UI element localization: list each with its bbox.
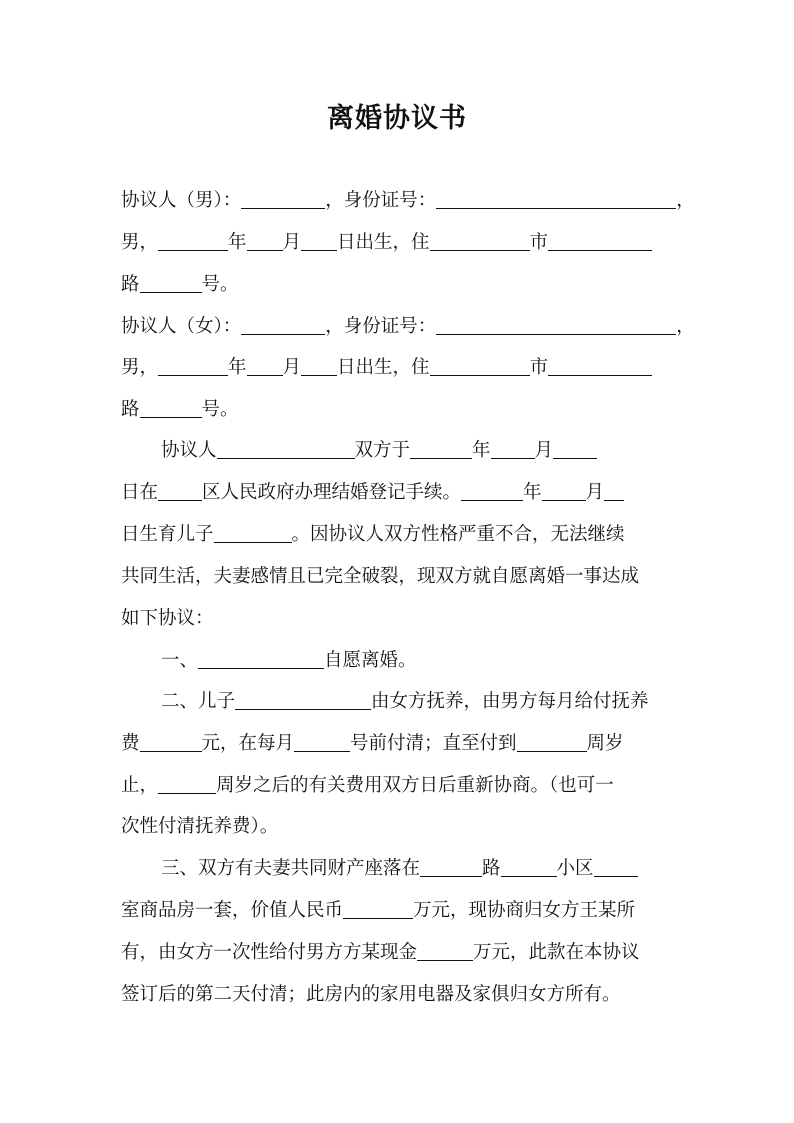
female-party-line-1: [121, 311, 695, 343]
document-title: 离婚协议书: [327, 103, 467, 134]
male-party-line-1: [121, 185, 695, 217]
born-reside-label: 日出生，住: [337, 232, 430, 253]
marriage-month-blank: [491, 436, 535, 459]
son-birth-year-blank: [461, 478, 523, 501]
year-label: 年: [523, 482, 542, 503]
male-party-label: 协议人（男）：: [121, 190, 242, 211]
compound-label: 小区: [556, 858, 594, 879]
male-gender: 男，: [121, 232, 159, 253]
property-value-blank: [343, 896, 413, 919]
son-birth-month-blank: [542, 478, 586, 501]
female-road-blank: [140, 395, 202, 418]
female-birth-month-blank: [247, 353, 283, 376]
clause-2-line-1: [161, 686, 649, 718]
cash-amount-blank: [417, 938, 473, 961]
female-line-end-comma: ，: [676, 316, 695, 337]
month-label: 月: [282, 357, 302, 378]
clause-text: 有，由女方一次性给付男方方某现金: [121, 942, 418, 963]
year-label: 年: [472, 440, 491, 461]
number-label: 号。: [201, 399, 239, 420]
female-id-blank: [436, 312, 676, 335]
intro-line-3: [121, 519, 625, 551]
clause-1: [161, 645, 417, 677]
female-name-blank: [241, 312, 325, 335]
clause-text: 由女方抚养，由男方每月给付抚养: [371, 691, 649, 712]
clause-text: 号前付清；直至付到: [350, 733, 517, 754]
property-road-blank: [420, 854, 482, 877]
property-compound-blank: [501, 854, 557, 877]
female-district-blank: [548, 353, 652, 376]
intro-text: 日生育儿子: [121, 524, 214, 545]
clause-number: 一、: [161, 650, 199, 671]
male-id-label: ，身份证号：: [325, 190, 437, 211]
clause-text: 周岁: [586, 733, 624, 754]
road-label: 路: [121, 274, 140, 295]
marriage-district-blank: [158, 478, 202, 501]
female-city-blank: [430, 353, 530, 376]
male-name-blank: [241, 186, 325, 209]
male-birth-month-blank: [247, 228, 283, 251]
intro-line-4: 共同生活，夫妻感情且已完全破裂，现双方就自愿离婚一事达成: [121, 566, 640, 587]
clause-text: 止，: [121, 775, 159, 796]
clause-text: 万元，此款在本协议: [473, 942, 640, 963]
clause-text: 元，在每月: [201, 733, 295, 754]
clause-text: 室商品房一套，价值人民币: [121, 900, 344, 921]
male-party-line-3: [121, 269, 239, 301]
son-name-blank-2: [235, 687, 371, 710]
female-birth-year-blank: [158, 353, 228, 376]
city-label: 市: [529, 232, 549, 253]
until-age-blank: [517, 729, 587, 752]
son-name-blank: [214, 520, 292, 543]
city-label: 市: [529, 357, 549, 378]
intro-text: 日在: [121, 482, 159, 503]
female-party-line-3: [121, 394, 239, 426]
clause-2-line-4: 次性付清抚养费）。: [121, 816, 279, 837]
male-party-line-2: [121, 227, 652, 259]
road-label: 路: [121, 399, 140, 420]
clause-3-line-2: [121, 895, 635, 927]
marriage-year-blank: [410, 436, 472, 459]
female-gender: 男，: [121, 357, 159, 378]
intro-text: 双方于: [354, 440, 411, 461]
intro-text: 。因协议人双方性格严重不合，无法继续: [291, 524, 625, 545]
clause-3-line-3: [121, 937, 640, 969]
male-road-blank: [140, 270, 202, 293]
payment-day-blank: [294, 729, 350, 752]
road-label: 路: [482, 858, 501, 879]
clause-text: 万元，现协商归女方王某所: [413, 900, 636, 921]
male-birth-day-blank: [301, 228, 337, 251]
intro-text: 协议人: [161, 440, 217, 461]
clause-text: 周岁之后的有关费用双方日后重新协商。（也可一: [216, 775, 614, 796]
month-label: 月: [282, 232, 302, 253]
year-label: 年: [228, 357, 247, 378]
clause-2-line-2: [121, 728, 624, 760]
clause-text: 二、儿子: [161, 691, 236, 712]
year-label: 年: [228, 232, 247, 253]
intro-text: 区人民政府办理结婚登记手续。: [202, 482, 462, 503]
intro-line-5: 如下协议：: [121, 608, 214, 629]
intro-line-2: [121, 477, 624, 509]
son-birth-day-blank: [604, 478, 624, 501]
clause-text: 自愿离婚。: [324, 650, 417, 671]
male-district-blank: [548, 228, 652, 251]
after-age-blank: [158, 771, 216, 794]
male-id-blank: [436, 186, 676, 209]
property-room-blank: [594, 854, 638, 877]
clause-1-blank: [198, 646, 324, 669]
parties-names-blank: [217, 436, 355, 459]
clause-2-line-3: [121, 770, 614, 802]
female-id-label: ，身份证号：: [325, 316, 437, 337]
female-birth-day-blank: [301, 353, 337, 376]
clause-text: 费: [121, 733, 140, 754]
male-city-blank: [430, 228, 530, 251]
male-birth-year-blank: [158, 228, 228, 251]
clause-3-line-4: 签订后的第二天付清；此房内的家用电器及家俱归女方所有。: [121, 984, 621, 1005]
intro-line-1: [161, 435, 597, 467]
number-label: 号。: [201, 274, 239, 295]
marriage-day-blank: [553, 436, 597, 459]
clause-3-line-1: [161, 853, 638, 885]
month-label: 月: [585, 482, 605, 503]
female-party-label: 协议人（女）：: [121, 316, 242, 337]
month-label: 月: [534, 440, 554, 461]
born-reside-label: 日出生，住: [337, 357, 430, 378]
support-amount-blank: [140, 729, 202, 752]
female-party-line-2: [121, 352, 652, 384]
male-line-end-comma: ，: [676, 190, 695, 211]
clause-text: 三、双方有夫妻共同财产座落在: [161, 858, 421, 879]
